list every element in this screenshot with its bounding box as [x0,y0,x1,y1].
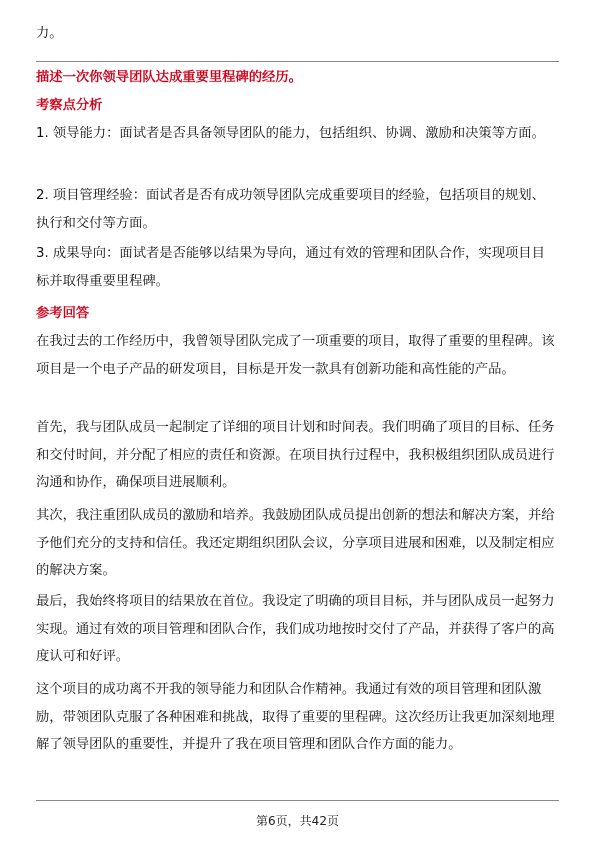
section-divider [36,61,559,62]
answer-heading: 参考回答 [36,306,90,321]
answer-paragraph-2: 首先，我与团队成员一起制定了详细的项目计划和时间表。我们明确了项目的目标、任务和交付时间，并分配了相应的责任和资源。在项目执行过程中，我积极组织团队成员进行沟通和协作，确保项目进展顺利。 [36,420,555,490]
question-title: 描述一次你领导团队达成重要里程碑的经历。 [36,70,302,85]
analysis-point-2: 2. 项目管理经验：面试者是否有成功领导团队完成重要项目的经验，包括项目的规划、执行和交付等方面。 [36,188,545,231]
continued-text-fragment: 力。 [36,26,63,41]
page-number: 第6页，共42页 [256,814,339,828]
analysis-point-3: 3. 成果导向：面试者是否能够以结果为导向，通过有效的管理和团队合作，实现项目目标并取得重要里程碑。 [36,246,545,289]
answer-paragraph-5: 这个项目的成功离不开我的领导能力和团队合作精神。我通过有效的项目管理和团队激励，带领团队克服了各种困难和挑战，取得了重要的里程碑。这次经历让我更加深刻地理解了领导团队的重要性，并提升了我在项目管理和团队合作方面的能力。 [36,682,555,752]
analysis-point-1: 1. 领导能力：面试者是否具备领导团队的能力，包括组织、协调、激励和决策等方面。 [36,126,545,141]
analysis-heading: 考察点分析 [36,98,103,113]
answer-paragraph-1: 在我过去的工作经历中，我曾领导团队完成了一项重要的项目，取得了重要的里程碑。该项目是一个电子产品的研发项目，目标是开发一款具有创新功能和高性能的产品。 [36,334,555,377]
footer-divider [36,800,559,801]
answer-paragraph-3: 其次，我注重团队成员的激励和培养。我鼓励团队成员提出创新的想法和解决方案，并给予他们充分的支持和信任。我还定期组织团队会议，分享项目进展和困难，以及制定相应的解决方案。 [36,508,555,578]
answer-paragraph-4: 最后，我始终将项目的结果放在首位。我设定了明确的项目目标，并与团队成员一起努力实现。通过有效的项目管理和团队合作，我们成功地按时交付了产品，并获得了客户的高度认可和好评。 [36,594,555,664]
